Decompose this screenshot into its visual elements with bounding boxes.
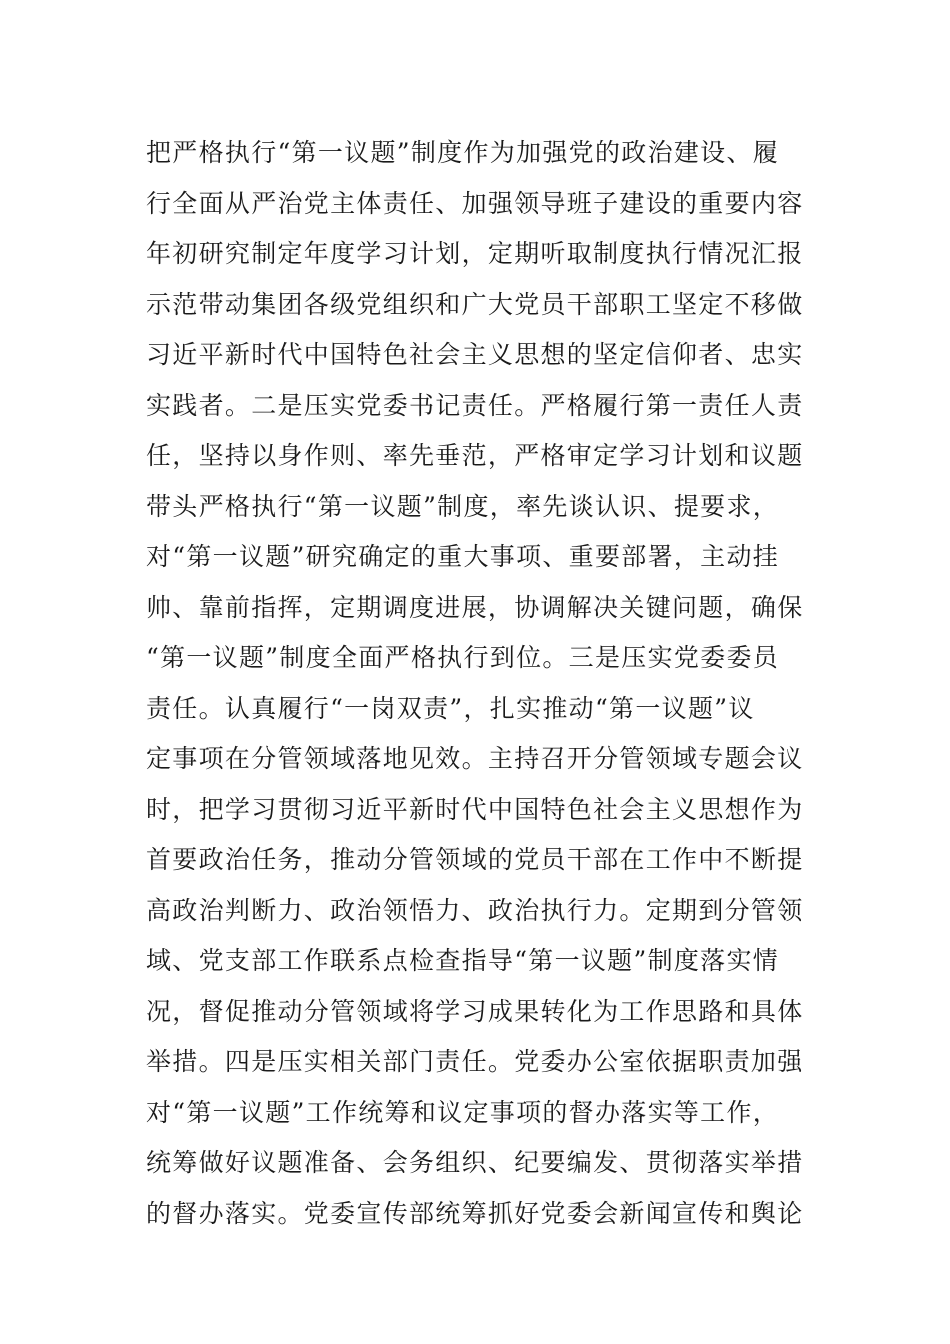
text-line-20: 对“第一议题”工作统筹和议定事项的督办落实等工作， — [146, 1097, 780, 1127]
body-text — [146, 128, 816, 1239]
text-line-14: 时，把学习贯彻习近平新时代中国特色社会主义思想作为 — [146, 794, 804, 824]
text-line-12: 责任。认真履行“一岗双责”，扎实推动“第一议题”议 — [146, 693, 755, 723]
text-line-6: 实践者。二是压实党委书记责任。严格履行第一责任人责 — [146, 390, 804, 420]
text-line-4: 示范带动集团各级党组织和广大党员干部职工坚定不移做 — [146, 289, 804, 319]
text-line-8: 带头严格执行“第一议题”制度，率先谈认识、提要求， — [146, 491, 780, 521]
text-line-16: 高政治判断力、政治领悟力、政治执行力。定期到分管领 — [146, 895, 804, 925]
text-line-9: 对“第一议题”研究确定的重大事项、重要部署，主动挂 — [146, 542, 780, 571]
text-line-7: 任，坚持以身作则、率先垂范，严格审定学习计划和议题 — [146, 441, 804, 470]
text-line-19: 举措。四是压实相关部门责任。党委办公室依据职责加强 — [146, 1047, 804, 1076]
text-line-10: 帅、靠前指挥，定期调度进展，协调解决关键问题，确保 — [146, 592, 804, 622]
text-line-3: 年初研究制定年度学习计划，定期听取制度执行情况汇报 — [146, 239, 804, 268]
text-line-17: 域、党支部工作联系点检查指导“第一议题”制度落实情 — [146, 946, 780, 975]
text-line-2: 行全面从严治党主体责任、加强领导班子建设的重要内容 — [146, 188, 804, 218]
text-line-21: 统筹做好议题准备、会务组织、纪要编发、贯彻落实举措 — [146, 1148, 804, 1177]
text-line-22: 的督办落实。党委宣传部统筹抓好党委会新闻宣传和舆论 — [146, 1198, 804, 1228]
text-line-18: 况，督促推动分管领域将学习成果转化为工作思路和具体 — [146, 996, 804, 1026]
text-line-5: 习近平新时代中国特色社会主义思想的坚定信仰者、忠实 — [146, 340, 804, 369]
text-line-1: 把严格执行“第一议题”制度作为加强党的政治建设、履 — [146, 138, 780, 167]
text-line-15: 首要政治任务，推动分管领域的党员干部在工作中不断提 — [146, 845, 804, 874]
text-line-13: 定事项在分管领域落地见效。主持召开分管领域专题会议 — [146, 744, 804, 773]
text-line-11: “第一议题”制度全面严格执行到位。三是压实党委委员 — [146, 643, 780, 672]
